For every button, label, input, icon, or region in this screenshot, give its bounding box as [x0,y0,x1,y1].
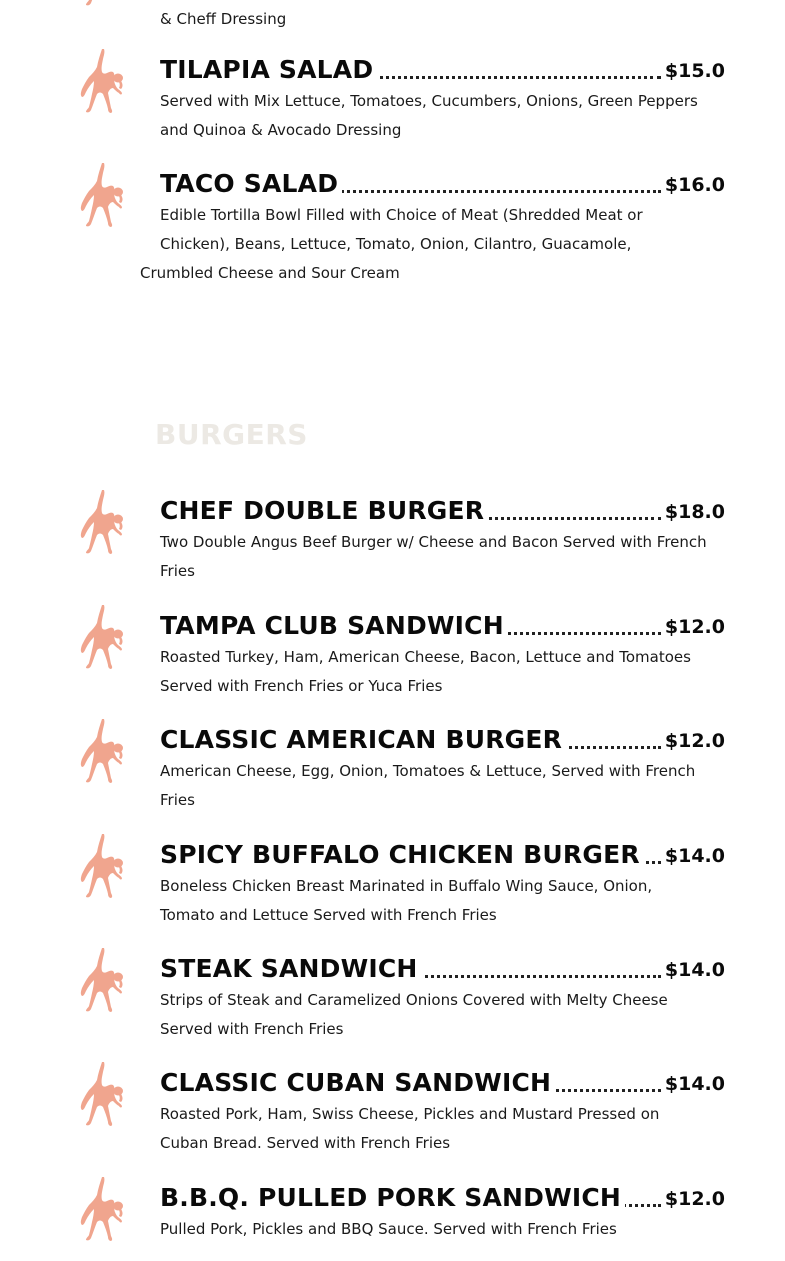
item-price: $14.0 [664,959,725,981]
monkey-icon [76,717,126,787]
dotted-leader [330,190,661,193]
monkey-icon [76,47,126,117]
item-description: Strips of Steak and Caramelized Onions Covered with Melty Cheese Served with French Fries [160,991,668,1038]
monkey-icon [76,1175,126,1245]
item-price: $14.0 [664,1073,725,1095]
monkey-icon [76,946,126,1016]
item-name: TACO SALAD [160,169,342,199]
item-name: CHEF DOUBLE BURGER [160,496,488,526]
item-name: TILAPIA SALAD [160,55,377,85]
item-description: American Cheese, Egg, Onion, Tomatoes & Lettuce, Served with French Fries [160,762,696,809]
dotted-leader [355,76,661,79]
item-description: & Cheff Dressing [160,10,287,28]
item-description: Roasted Turkey, Ham, American Cheese, Bacon, Lettuce and Tomatoes Served with French Fries or Yuca Fries [160,648,691,695]
monkey-icon [76,488,126,558]
monkey-icon [76,832,126,902]
dotted-leader [490,632,661,635]
item-description: Served with Mix Lettuce, Tomatoes, Cucumbers, Onions, Green Peppers and Quinoa & Avocado Dressing [160,92,698,139]
item-description: Roasted Pork, Ham, Swiss Cheese, Pickles and Mustard Pressed on Cuban Bread. Served with French Fries [160,1105,660,1152]
item-name: SPICY BUFFALO CHICKEN BURGER [160,840,644,870]
item-name: CLASSIC CUBAN SANDWICH [160,1068,555,1098]
item-name: CLASSIC AMERICAN BURGER [160,725,566,755]
monkey-icon [76,161,126,231]
description-line: Chicken), Beans, Lettuce, Tomato, Onion, Cilantro, Guacamole, [160,235,632,253]
item-description: Pulled Pork, Pickles and BBQ Sauce. Served with French Fries [160,1220,617,1238]
item-price: $12.0 [664,1188,725,1210]
item-name: B.B.Q. PULLED PORK SANDWICH [160,1183,625,1213]
item-price: $14.0 [664,845,725,867]
item-price: $18.0 [664,501,725,523]
monkey-icon [76,0,106,10]
monkey-icon [76,603,126,673]
item-price: $12.0 [664,616,725,638]
description-line: Crumbled Cheese and Sour Cream [140,264,400,282]
dotted-leader [402,975,661,978]
item-description [140,201,740,288]
section-title-burgers: BURGERS [155,418,308,451]
item-price: $15.0 [664,60,725,82]
item-name: TAMPA CLUB SANDWICH [160,611,508,641]
item-description: Two Double Angus Beef Burger w/ Cheese and Bacon Served with French Fries [160,533,707,580]
item-price: $12.0 [664,730,725,752]
item-description: Boneless Chicken Breast Marinated in Buffalo Wing Sauce, Onion, Tomato and Lettuce Served with French Fries [160,877,653,924]
item-name: STEAK SANDWICH [160,954,422,984]
description-line: Edible Tortilla Bowl Filled with Choice of Meat (Shredded Meat or [160,206,643,224]
monkey-icon [76,1060,126,1130]
item-price: $16.0 [664,174,725,196]
